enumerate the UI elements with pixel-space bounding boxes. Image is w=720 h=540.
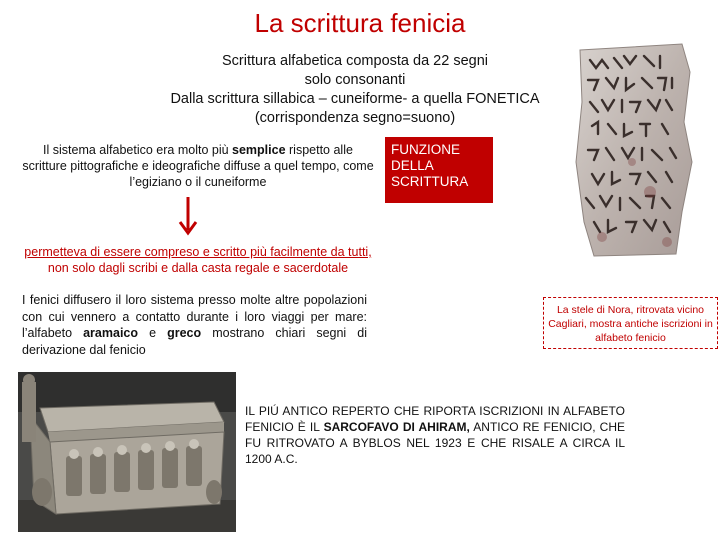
bold-text: SARCOFAVO DI AHIRAM, bbox=[323, 420, 470, 434]
text-span: Il sistema alfabetico era molto più bbox=[43, 143, 233, 157]
text-span: ANTICO RE FENICIO, CHE FU RITROVATO A BYBLOS NEL 1923 E CHE RISALE A CIRCA IL 1200 A.C. bbox=[245, 420, 625, 466]
text-span: mostrano chiari segni di derivazione dal fenicio bbox=[22, 326, 368, 357]
function-explanation-red bbox=[22, 244, 374, 276]
text-span: e bbox=[138, 326, 168, 340]
funzione-della-scrittura-box bbox=[385, 137, 493, 203]
ahiram-sarcophagus-paragraph bbox=[245, 403, 625, 467]
subtitle-line: solo consonanti bbox=[304, 72, 406, 88]
page-title: La scrittura fenicia bbox=[254, 8, 466, 38]
box-line: FUNZIONE bbox=[391, 142, 460, 157]
box-line: SCRITTURA bbox=[391, 174, 469, 189]
text-span: IL PIÚ ANTICO REPERTO CHE RIPORTA ISCRIZIONI IN ALFABETO FENICIO È IL bbox=[245, 404, 625, 434]
text-span: I fenici diffusero il loro sistema presso molte altre popolazioni con cui vennero a contatto durante i loro viaggi per mare: l’alfabeto bbox=[22, 293, 367, 340]
bold-text: semplice bbox=[232, 143, 286, 157]
stele-caption: La stele di Nora, ritrovata vicino Cagliari, mostra antiche iscrizioni in alfabeto fenicio bbox=[543, 297, 718, 349]
subtitle-block bbox=[140, 52, 570, 128]
box-line: DELLA bbox=[391, 158, 434, 173]
text-span: non solo dagli scribi e dalla casta regale e sacerdotale bbox=[47, 261, 349, 275]
stele-of-nora-image bbox=[572, 42, 700, 257]
down-arrow-icon bbox=[178, 196, 198, 236]
alphabet-simplicity-paragraph bbox=[22, 142, 374, 190]
bold-text: greco bbox=[167, 326, 202, 340]
text-span: rispetto alle scritture pittografiche e ideografiche diffuse a quel tempo, come l’egiziano o il cuneiforme bbox=[22, 143, 374, 189]
ahiram-sarcophagus-image bbox=[18, 372, 236, 532]
bold-text: aramaico bbox=[83, 326, 139, 340]
subtitle-line: (corrispondenza segno=suono) bbox=[254, 110, 456, 126]
subtitle-line: Dalla scrittura sillabica – cuneiforme- a quella FONETICA bbox=[170, 91, 540, 107]
underlined-text: permetteva di essere compreso e scritto più facilmente da tutti, bbox=[24, 245, 372, 259]
subtitle-line: Scrittura alfabetica composta da 22 segni bbox=[222, 53, 488, 69]
diffusion-paragraph bbox=[22, 292, 367, 358]
